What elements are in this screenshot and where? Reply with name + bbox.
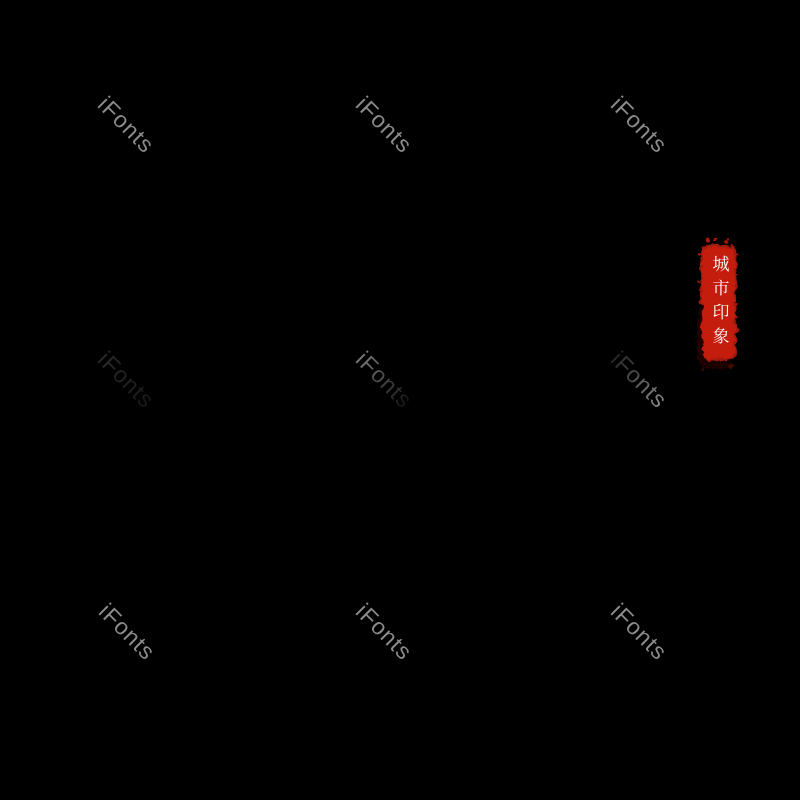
seal-text: 城市印象	[708, 255, 729, 351]
watermark-text: iFonts	[605, 598, 673, 666]
watermark-text: iFonts	[92, 346, 160, 414]
seal-stamp	[690, 233, 746, 373]
watermark-text: iFonts	[605, 346, 673, 414]
watermark-text: iFonts	[350, 91, 418, 159]
watermark-text: iFonts	[350, 598, 418, 666]
watermark-text: iFonts	[350, 346, 418, 414]
watermark-text: iFonts	[605, 91, 673, 159]
watermark-text: iFonts	[93, 598, 161, 666]
watermark-text: iFonts	[92, 91, 160, 159]
